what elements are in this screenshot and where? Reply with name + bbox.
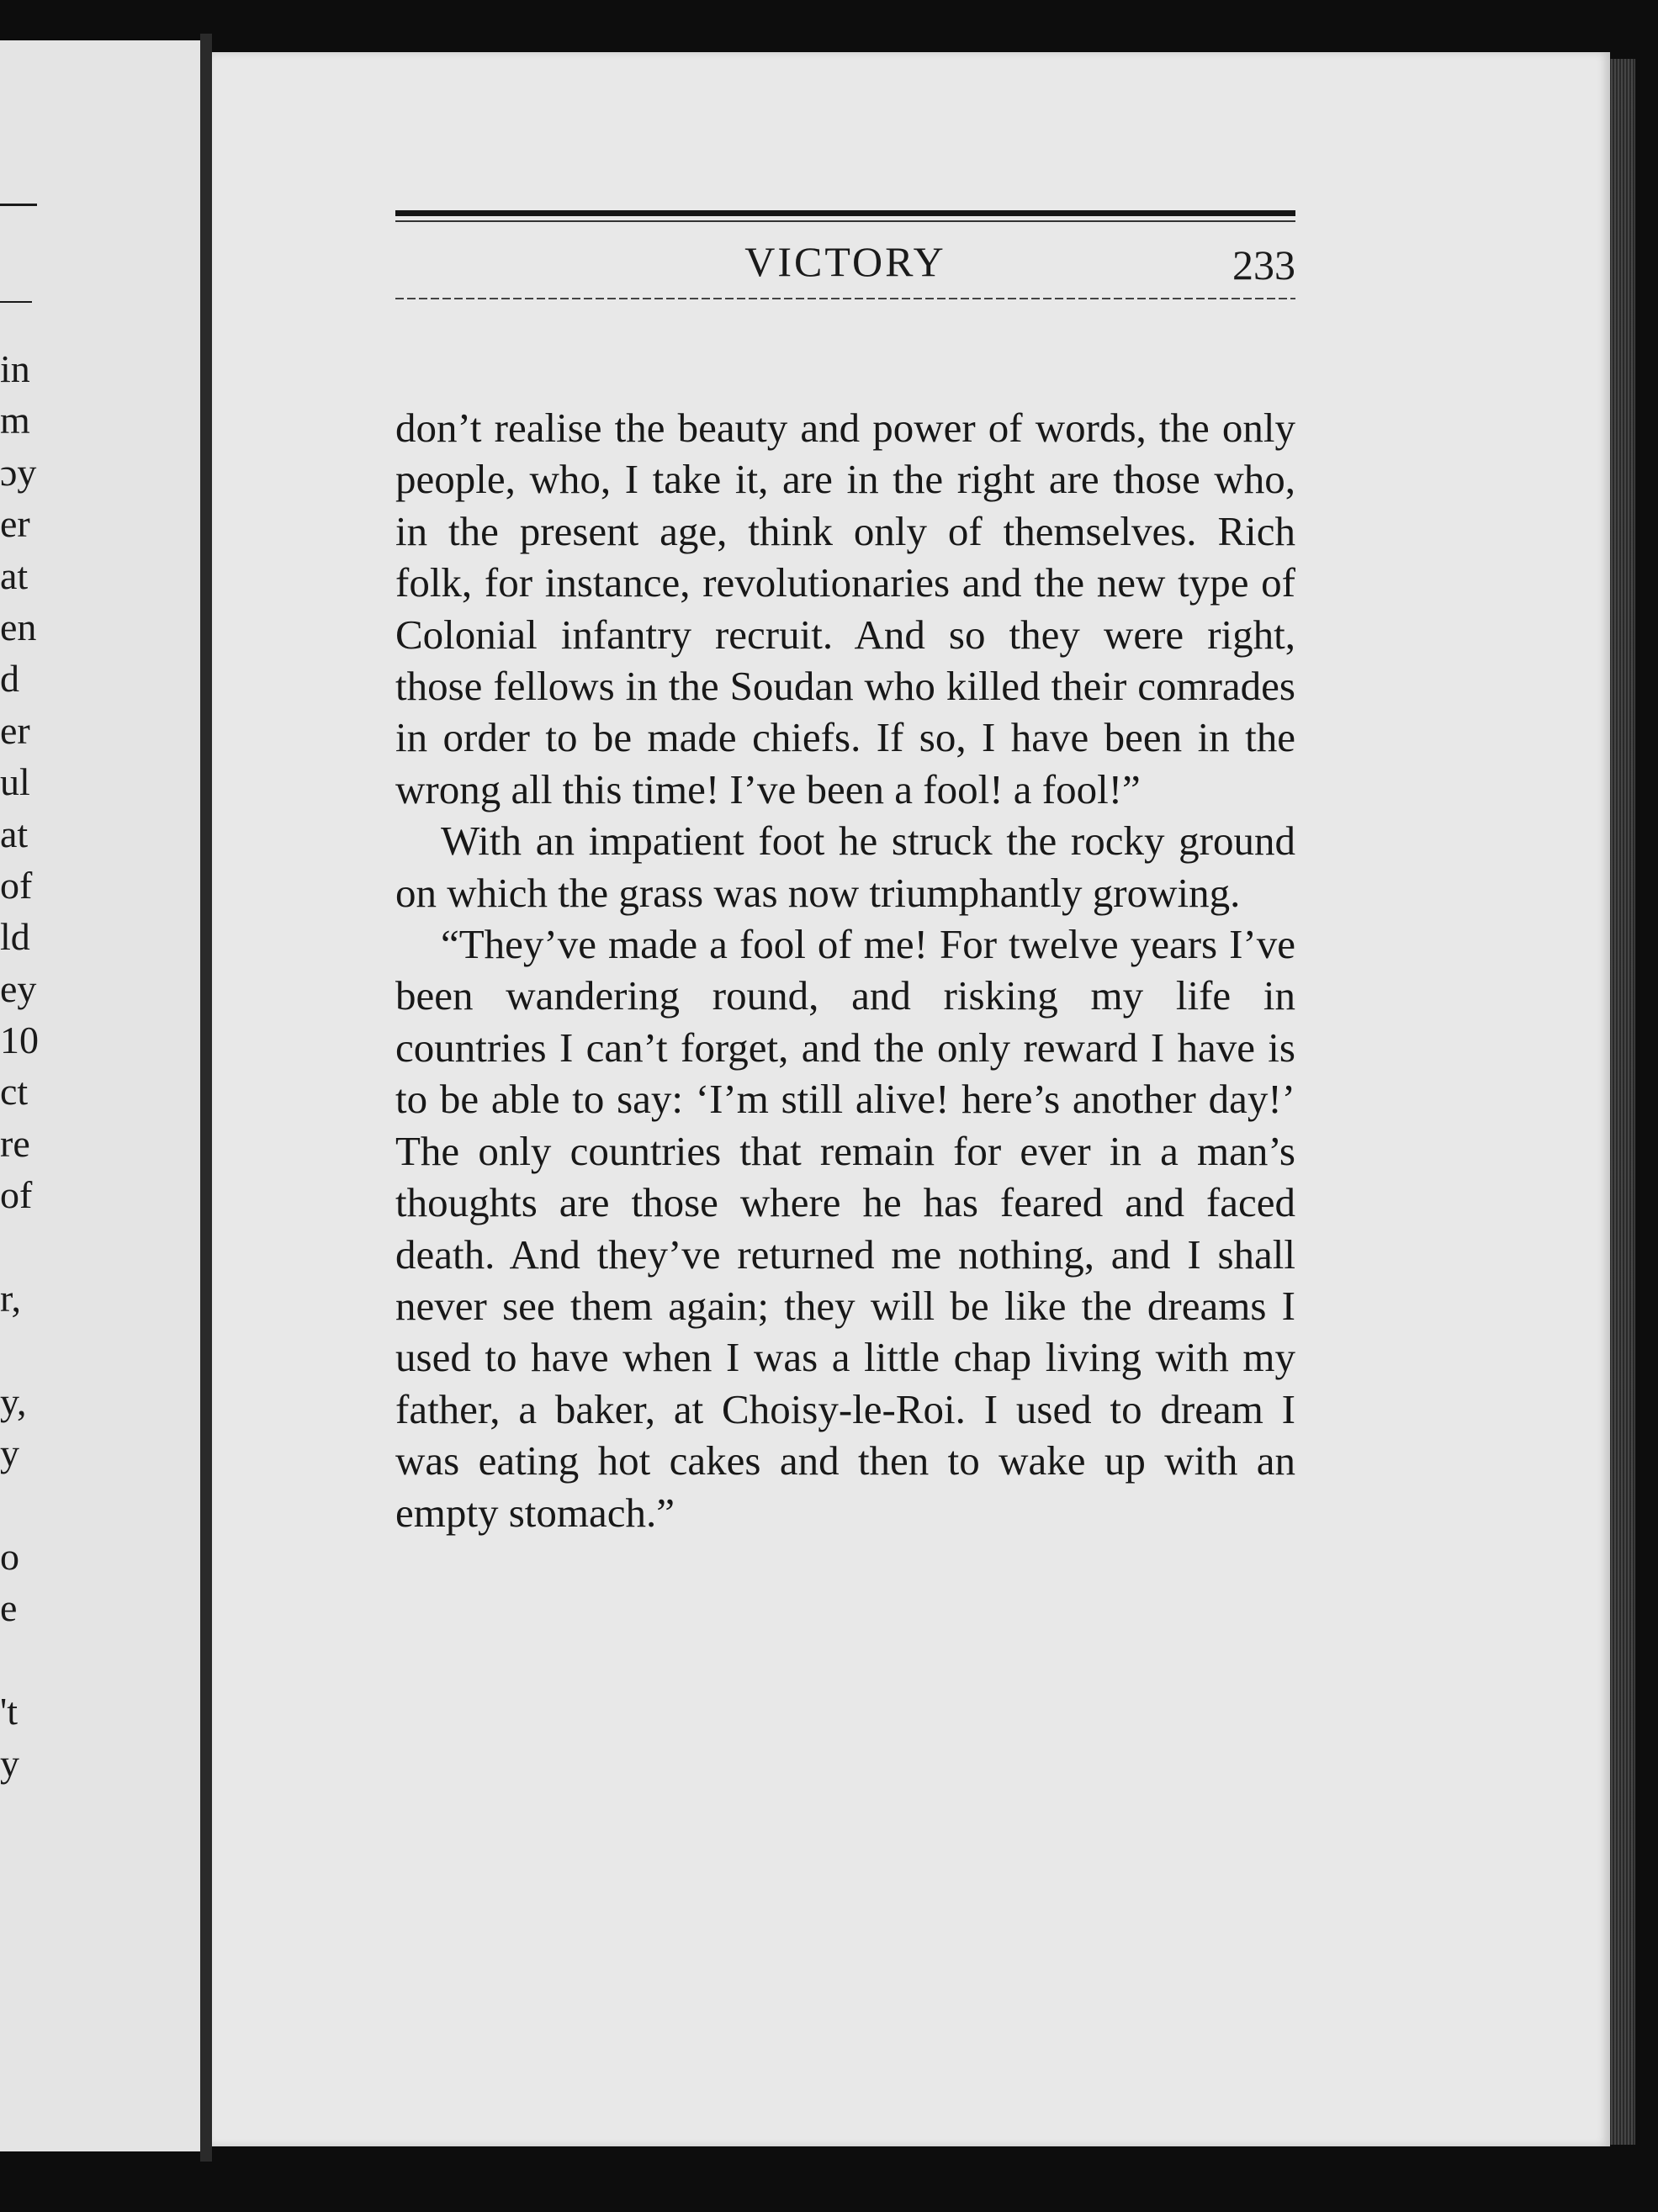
chapter-title: VICTORY: [744, 238, 946, 285]
page-number: 233: [1232, 241, 1295, 288]
left-page-text-fragments: [0, 343, 39, 1789]
left-page-fragment: [0, 1221, 39, 1273]
left-page-fragment: o: [0, 1534, 19, 1578]
left-page-fragment: of: [0, 1173, 33, 1217]
left-page-fragment: ey: [0, 966, 37, 1010]
left-page-fragment: r,: [0, 1277, 21, 1320]
left-page-fragment: re: [0, 1121, 30, 1165]
paragraph: “They’ve made a fool of me! For twelve years I’ve been wandering round, and risking my life in countries I can’t forget, and the only reward I have is to be able to say: ‘I’m still alive! here’s another day!’ The only countries that remain for ever in a man’s thoughts are those where he has feared and faced death. And they’ve returned me nothing, and I shall never see them again; they will be like the dreams I used to have when I was a little chap living with my father, a baker, at Choisy-le-Roi. I used to dream I was eating hot cakes and then to wake up with an empty stomach.”: [395, 921, 1295, 1536]
paragraph: With an impatient foot he struck the rocky ground on which the grass was now triumphantly growing.: [395, 818, 1295, 916]
running-head: [395, 210, 1295, 299]
left-page-fragment: en: [0, 605, 37, 648]
left-page-fragment: d: [0, 657, 19, 701]
left-page-fragment: 10: [0, 1019, 39, 1062]
left-page-fragment: y: [0, 1431, 19, 1475]
page-edge-shadow: [1610, 59, 1635, 2145]
head-row: [395, 222, 1295, 298]
left-page-fragment: ɔy: [0, 450, 37, 494]
book-page: [212, 52, 1610, 2146]
left-page-fragment: ld: [0, 915, 30, 959]
left-page-fragment: of: [0, 863, 33, 907]
left-page-rule-bottom: [0, 301, 32, 303]
paragraph: don’t realise the beauty and power of words, the only people, who, I take it, are in the right are those who, in the present age, think only of themselves. Rich folk, for instance, revolutionaries and the new type of Colonial infantry recruit. And so they were right, those fellows in the Soudan who killed their comrades in order to be made chiefs. If so, I have been in the wrong all this time! I’ve been a fool! a fool!”: [395, 405, 1295, 812]
left-page-fragment: er: [0, 502, 30, 546]
left-facing-page: [0, 40, 200, 2151]
book-gutter: [200, 34, 212, 2162]
head-rule-dashed: [395, 298, 1295, 299]
left-page-fragment: at: [0, 553, 29, 597]
left-page-fragment: [0, 1324, 39, 1375]
left-page-fragment: [0, 1634, 39, 1685]
left-page-fragment: m: [0, 399, 30, 442]
head-rule-thick: [395, 210, 1295, 216]
left-page-fragment: ul: [0, 760, 30, 804]
left-page-fragment: er: [0, 708, 30, 752]
left-page-fragment: e: [0, 1586, 18, 1630]
left-page-fragment: [0, 1479, 39, 1531]
left-page-fragment: y: [0, 1741, 19, 1785]
left-page-fragment: y,: [0, 1379, 27, 1423]
body-text: [395, 402, 1295, 1538]
left-page-fragment: 't: [0, 1690, 19, 1733]
left-page-fragment: in: [0, 347, 30, 390]
left-page-fragment: ct: [0, 1070, 29, 1114]
left-page-fragment: at: [0, 812, 29, 855]
left-page-rule-top: [0, 204, 37, 206]
